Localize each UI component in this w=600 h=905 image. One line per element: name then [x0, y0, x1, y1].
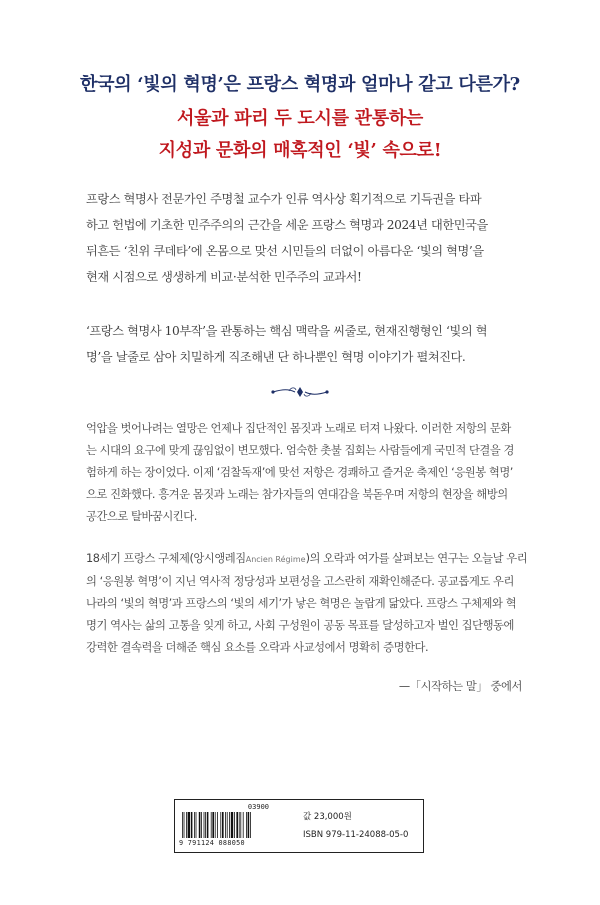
text-line: 의 ‘응원봉 혁명’이 지닌 역사적 정당성과 보편성을 고스란히 재확인해준다. 공교롭게도 우리: [86, 575, 514, 588]
intro-paragraph-2: [86, 318, 518, 370]
barcode-bar: [236, 812, 238, 838]
text-line: 명’을 날줄로 삼아 치밀하게 직조해낸 단 하나뿐인 혁명 이야기가 펼쳐진다.: [86, 350, 466, 364]
barcode-bar: [207, 812, 209, 838]
barcode-bar: [229, 812, 230, 838]
barcode-bar: [243, 812, 244, 838]
barcode-bar: [220, 812, 221, 838]
barcode-bar: [250, 812, 251, 838]
barcode-bar: [196, 812, 197, 838]
barcode-bar: [182, 812, 183, 838]
barcode-bar: [248, 812, 250, 838]
barcode-icon: [181, 812, 275, 838]
barcode-box: [174, 799, 424, 853]
excerpt-source: —「시작하는 말」 중에서: [398, 680, 522, 693]
barcode-bar: [212, 812, 214, 838]
barcode-bar: [194, 812, 195, 838]
barcode-bar: [246, 812, 247, 838]
barcode-bar: [201, 812, 202, 838]
ornament-divider-icon: [269, 383, 331, 401]
text-line: 강력한 결속력을 더해준 핵심 요소를 오락과 사교성에서 명확히 증명한다.: [86, 641, 429, 654]
headline-line-2: 서울과 파리 두 도시를 관통하는: [176, 108, 423, 129]
text-line: 현재 시점으로 생생하게 비교·분석한 민주주의 교과서!: [86, 270, 362, 284]
barcode-bar: [217, 812, 218, 838]
isbn-label: ISBN 979-11-24088-05-0: [303, 830, 409, 840]
barcode-bar: [204, 812, 205, 838]
text-line: 명기 역사는 삶의 고통을 잊게 하고, 사회 구성원이 공동 목표를 달성하고자 벌인 집단행동에: [86, 619, 514, 632]
french-term: Ancien Régime: [245, 555, 306, 564]
text-line: 뒤흔든 ‘친위 쿠데타’에 온몸으로 맞선 시민들의 더없이 아름다운 ‘빛의 혁명’을: [86, 244, 484, 258]
barcode-bar: [227, 812, 228, 838]
barcode-number: 9 791124 088050: [179, 839, 245, 847]
headline-line-1: 한국의 ‘빛의 혁명’은 프랑스 혁명과 얼마나 같고 다른가?: [80, 74, 520, 95]
text-line: ‘프랑스 혁명사 10부작’을 관통하는 핵심 맥락을 씨줄로, 현재진행형인 ‘빛의 혁: [86, 324, 488, 338]
text-line: 프랑스 혁명사 전문가인 주명철 교수가 인류 역사상 획기적으로 기득권을 타파: [86, 192, 482, 206]
barcode-bar: [188, 812, 190, 838]
text-line: [86, 548, 526, 571]
barcode-bar: [234, 812, 235, 838]
text-line: 억압을 벗어나려는 열망은 언제나 집단적인 몸짓과 노래로 터져 나왔다. 이러한 저항의 문화: [86, 422, 511, 435]
headline-line-3: 지성과 문화의 매혹적인 ‘빛’ 속으로!: [158, 140, 442, 161]
text-line: 나라의 ‘빛의 혁명’과 프랑스의 ‘빛의 세기’가 낳은 혁명은 놀랍게 닮았다. 프랑스 구체제와 혁: [86, 597, 517, 610]
barcode-bar: [225, 812, 226, 838]
price-label: 값 23,000원: [303, 812, 352, 822]
text-line: 공간으로 탈바꿈시킨다.: [86, 510, 197, 523]
text-line: 하고 헌법에 기초한 민주주의의 근간을 세운 프랑스 혁명과 2024년 대한민국을: [86, 218, 488, 232]
excerpt-paragraph-2: [86, 548, 526, 659]
text-segment: 18세기 프랑스 구체제(앙시앵레짐: [86, 552, 246, 565]
barcode-bar: [215, 812, 216, 838]
barcode-bar: [211, 812, 212, 838]
barcode-bar: [186, 812, 187, 838]
barcode-addon-number: 03900: [247, 803, 269, 811]
text-line: 험하게 하는 장이었다. 이제 ‘검찰독재’에 맞선 저항은 경쾌하고 즐거운 축제인 ‘응원봉 혁명’: [86, 466, 513, 479]
intro-paragraph-1: [86, 186, 518, 290]
barcode-bar: [231, 812, 233, 838]
excerpt-paragraph-1: [86, 418, 526, 528]
barcode-bar: [240, 812, 241, 838]
text-segment: )의 오락과 여가를 살펴보는 연구는 오늘날 우리: [305, 552, 528, 565]
text-line: 으로 진화했다. 흥겨운 몸짓과 노래는 참가자들의 연대감을 북돋우며 저항의 현장을 해방의: [86, 488, 508, 501]
barcode-bar: [199, 812, 201, 838]
barcode-bar: [239, 812, 240, 838]
barcode-bar: [191, 812, 193, 838]
text-line: 는 시대의 요구에 맞게 끊임없이 변모했다. 엄숙한 촛불 집회는 사람들에게 국민적 단결을 경: [86, 444, 514, 457]
barcode-bar: [222, 812, 224, 838]
barcode-bar: [205, 812, 206, 838]
barcode-bar: [184, 812, 185, 838]
